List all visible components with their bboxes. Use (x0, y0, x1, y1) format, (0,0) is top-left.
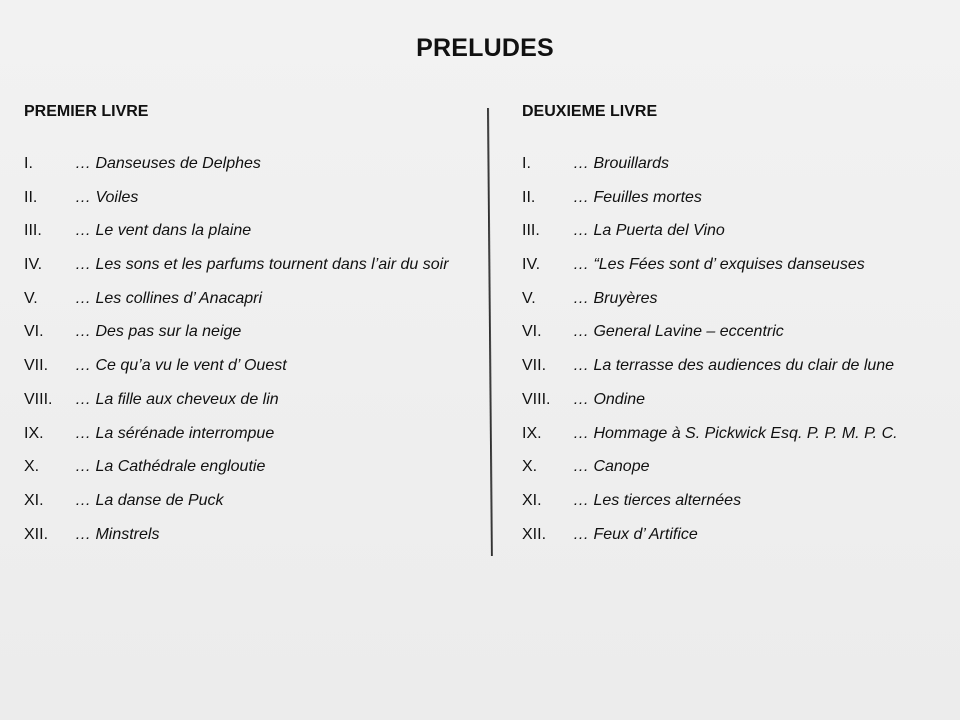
list-item (522, 255, 960, 289)
list-item (522, 424, 960, 458)
item-title: … La terrasse des audiences du clair de lune (573, 357, 895, 375)
list-item (522, 221, 960, 255)
item-title: … Feuilles mortes (573, 188, 702, 206)
item-numeral: II. (24, 188, 38, 206)
item-numeral: IV. (24, 256, 43, 274)
item-title: … Ondine (573, 390, 646, 408)
item-numeral: I. (522, 155, 531, 172)
item-numeral: XII. (522, 525, 547, 543)
list-item (24, 322, 464, 356)
item-title: … Hommage à S. Pickwick Esq. P. P. M. P. C. (573, 424, 898, 442)
item-numeral: IX. (522, 424, 542, 442)
item-title: … “Les Fées sont d’ exquises danseuses (573, 256, 865, 274)
premier-livre-list (24, 154, 464, 558)
item-title: … Bruyères (573, 289, 658, 307)
list-item (24, 525, 464, 559)
deuxieme-livre-heading: DEUXIEME LIVRE (522, 103, 658, 120)
list-item (522, 491, 960, 525)
item-numeral: X. (24, 458, 40, 476)
column-divider (487, 108, 493, 556)
item-title: … Les tierces alternées (573, 491, 742, 509)
list-item (24, 424, 464, 458)
item-title: … Canope (573, 458, 650, 476)
item-numeral: XII. (24, 525, 49, 543)
item-numeral: X. (522, 458, 538, 476)
list-item (522, 525, 960, 559)
item-numeral: VII. (522, 357, 547, 375)
item-title: … La danse de Puck (75, 491, 224, 509)
item-numeral: III. (24, 222, 42, 240)
item-numeral: VIII. (24, 390, 53, 408)
item-title: … Le vent dans la plaine (75, 222, 252, 240)
item-title: … Les sons et les parfums tournent dans l’air du soir (75, 256, 449, 274)
item-numeral: VI. (522, 323, 542, 341)
item-title: … Ce qu’a vu le vent d’ Ouest (75, 357, 287, 375)
list-item (24, 491, 464, 525)
page-title: PRELUDES (416, 34, 554, 62)
item-title: … Danseuses de Delphes (75, 155, 261, 172)
item-title: … Minstrels (75, 525, 160, 543)
item-numeral: I. (24, 155, 33, 172)
item-numeral: XI. (522, 491, 542, 509)
list-item (24, 356, 464, 390)
list-item (522, 188, 960, 222)
premier-livre-heading: PREMIER LIVRE (24, 103, 149, 120)
item-title: … La sérénade interrompue (75, 424, 275, 442)
list-item (24, 289, 464, 323)
list-item (522, 356, 960, 390)
list-item (522, 322, 960, 356)
item-numeral: III. (522, 222, 540, 240)
item-numeral: IX. (24, 424, 44, 442)
item-numeral: VIII. (522, 390, 551, 408)
list-item (522, 154, 960, 188)
deuxieme-livre-column (522, 102, 960, 558)
item-numeral: XI. (24, 491, 44, 509)
item-title: … General Lavine – eccentric (573, 323, 784, 341)
item-title: … La Cathédrale engloutie (75, 458, 266, 476)
item-numeral: V. (24, 289, 38, 307)
list-item (24, 390, 464, 424)
list-item (24, 255, 464, 289)
item-title: … Des pas sur la neige (75, 323, 242, 341)
item-numeral: II. (522, 188, 536, 206)
list-item (24, 457, 464, 491)
item-title: … Les collines d’ Anacapri (75, 289, 263, 307)
list-item (522, 289, 960, 323)
item-title: … La fille aux cheveux de lin (75, 390, 279, 408)
item-numeral: VII. (24, 357, 49, 375)
list-item (24, 221, 464, 255)
list-item (522, 457, 960, 491)
item-title: … Voiles (75, 188, 139, 206)
item-numeral: V. (522, 289, 536, 307)
item-numeral: IV. (522, 256, 541, 274)
premier-livre-column (24, 102, 464, 558)
list-item (522, 390, 960, 424)
list-item (24, 188, 464, 222)
item-title: … Brouillards (573, 155, 670, 172)
item-title: … La Puerta del Vino (573, 222, 725, 240)
item-title: … Feux d’ Artifice (573, 525, 698, 543)
deuxieme-livre-list (522, 154, 960, 558)
list-item (24, 154, 464, 188)
item-numeral: VI. (24, 323, 44, 341)
